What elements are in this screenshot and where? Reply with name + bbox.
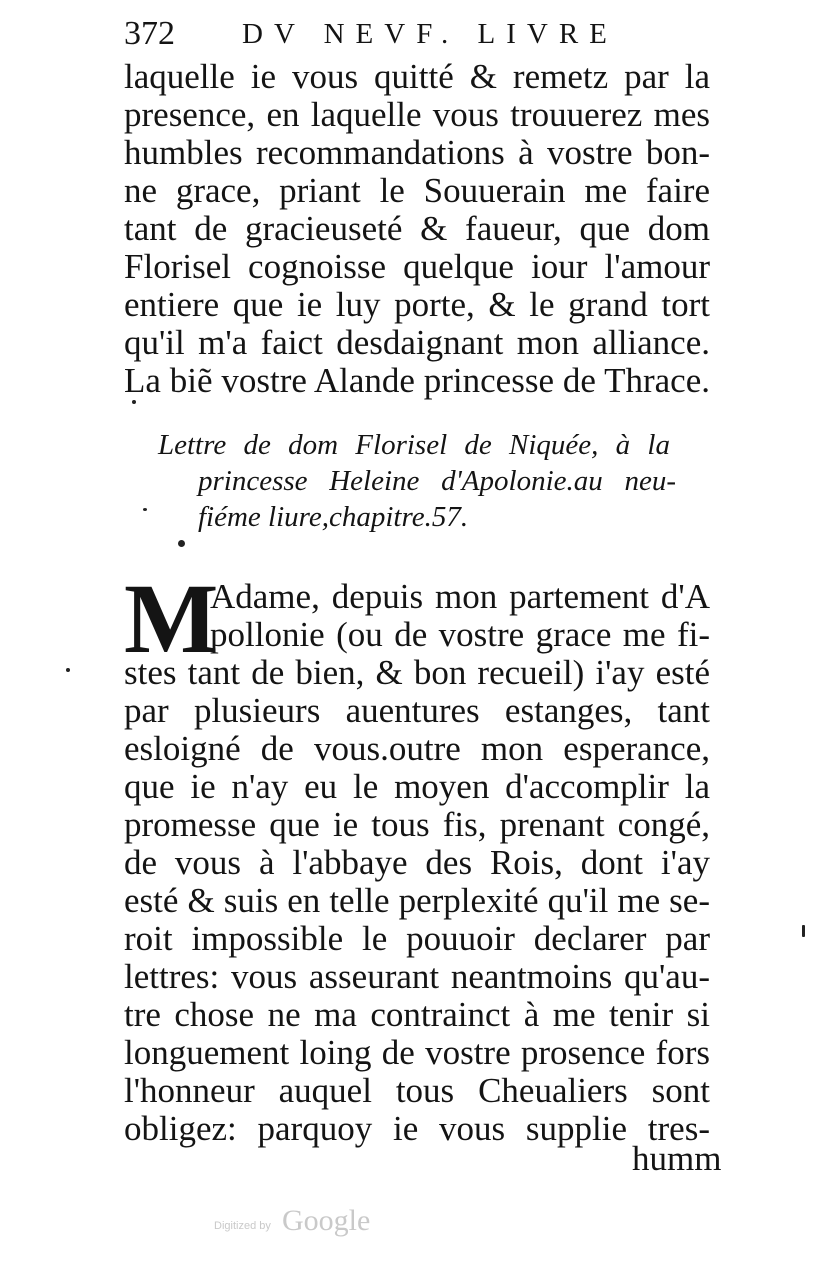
catchword: humm [632,1139,722,1178]
watermark-brand: Google [282,1204,371,1237]
text-line: promesse que ie tous fis, prenant congé, [124,805,710,844]
text-line: de vous à l'abbaye des Rois, dont i'ay [124,843,710,882]
ink-speck [143,508,147,511]
text-line: longuement loing de vostre prosence fors [124,1033,710,1072]
text-line: ne grace, priant le Souuerain me faire [124,171,710,210]
ink-speck [802,925,805,937]
text-line: par plusieurs auentures estanges, tant [124,691,710,730]
text-line: entiere que ie luy porte, & le grand tort [124,285,710,324]
text-line: tant de gracieuseté & faueur, que dom [124,209,710,248]
drop-capital: M [124,563,219,674]
heading-line: princesse Heleine d'Apolonie.au neu- [198,465,676,497]
heading-line: Lettre de dom Florisel de Niquée, à la [158,429,670,461]
running-title: DV NEVF. LIVRE [242,18,618,50]
ink-speck [66,668,70,672]
text-line: qu'il m'a faict desdaignant mon alliance. [124,323,710,362]
text-line: stes tant de bien, & bon recueil) i'ay esté [124,653,710,692]
ink-speck [178,540,185,547]
text-line: l'honneur auquel tous Cheualiers sont [124,1071,710,1110]
page-number: 372 [124,15,175,52]
text-line: tre chose ne ma contrainct à me tenir si [124,995,710,1034]
digitization-watermark [214,1203,414,1243]
text-line: que ie n'ay eu le moyen d'accomplir la [124,767,710,806]
ink-speck [132,400,136,404]
signature-line: La biẽ vostre Alande princesse de Thrace. [124,361,710,400]
text-line: Adame, depuis mon partement d'A [210,577,710,616]
watermark-prefix: Digitized by [214,1220,271,1232]
text-line: pollonie (ou de vostre grace me fi- [210,615,710,654]
text-line: esloigné de vous.outre mon esperance, [124,729,710,768]
text-line: laquelle ie vous quitté & remetz par la [124,57,710,96]
text-line: Florisel cognoisse quelque iour l'amour [124,247,710,286]
text-line: esté & suis en telle perplexité qu'il me se- [124,881,710,920]
text-line: roit impossible le pouuoir declarer par [124,919,710,958]
page-header [124,14,714,54]
text-line: humbles recommandations à vostre bon- [124,133,710,172]
text-line: presence, en laquelle vous trouuerez mes [124,95,710,134]
text-line: lettres: vous asseurant neantmoins qu'au- [124,957,710,996]
text-line: obligez: parquoy ie vous supplie tres- [124,1109,710,1148]
heading-line: fiéme liure,chapitre.57. [198,501,469,533]
